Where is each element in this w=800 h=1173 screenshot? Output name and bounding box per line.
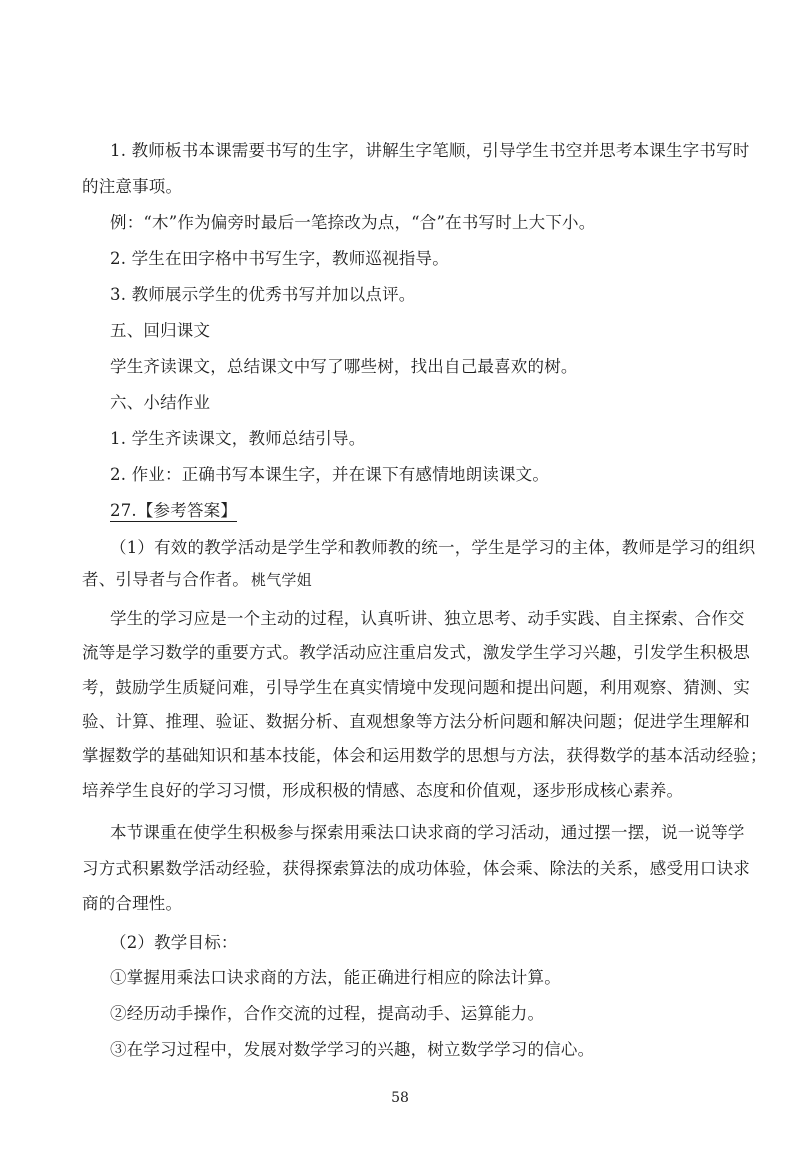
section5-body: 学生齐读课文，总结课文中写了哪些树，找出自己最喜欢的树。 — [110, 357, 578, 376]
watermark-text: 桃气学姐 — [251, 571, 312, 589]
para2-line3: 考，鼓励学生质疑问难，引导学生在真实情境中发现问题和提出问题，利用观察、猜测、实 — [82, 678, 750, 697]
para3-line3: 商的合理性。 — [82, 894, 183, 913]
section5-title: 五、回归课文 — [110, 321, 211, 340]
step1-line1: 1. 教师板书本课需要书写的生字，讲解生字笔顺，引导学生书空并思考本课生字书写时 — [110, 141, 750, 160]
goal-1: ①掌握用乘法口诀求商的方法，能正确进行相应的除法计算。 — [110, 968, 561, 987]
part2-title: （2）教学目标： — [110, 933, 238, 952]
para2-line6: 培养学生良好的学习习惯，形成积极的情感、态度和价值观，逐步形成核心素养。 — [82, 781, 684, 800]
step2-text: 2. 学生在田字格中书写生字，教师巡视指导。 — [110, 249, 449, 268]
para2-line5: 掌握数学的基础知识和基本技能，体会和运用数学的思想与方法，获得数学的基本活动经验； — [82, 746, 767, 765]
para2-line2: 流等是学习数学的重要方式。教学活动应注重启发式，激发学生学习兴趣，引发学生积极思 — [82, 643, 750, 662]
goal-2: ②经历动手操作，合作交流的过程，提高动手、运算能力。 — [110, 1004, 545, 1023]
section6-item1: 1. 学生齐读课文，教师总结引导。 — [110, 429, 366, 448]
section6-item2: 2. 作业：正确书写本课生字，并在课下有感情地朗读课文。 — [110, 465, 550, 484]
para2-line1: 学生的学习应是一个主动的过程，认真听讲、独立思考、动手实践、自主探索、合作交 — [110, 609, 745, 628]
answer-heading-text: 27.【参考答案】 — [110, 501, 238, 520]
goal-3: ③在学习过程中，发展对数学学习的兴趣，树立数学学习的信心。 — [110, 1040, 595, 1059]
answer-heading — [110, 500, 237, 522]
section6-title: 六、小结作业 — [110, 393, 211, 412]
para3-line1: 本节课重在使学生积极参与探索用乘法口诀求商的学习活动，通过摆一摆，说一说等学 — [110, 823, 745, 842]
step1-line2: 的注意事项。 — [82, 177, 183, 196]
part1-line1: （1）有效的教学活动是学生学和教师教的统一，学生是学习的主体，教师是学习的组织 — [110, 538, 756, 557]
page-number: 58 — [391, 1090, 409, 1106]
para3-line2: 习方式积累数学活动经验，获得探索算法的成功体验，体会乘、除法的关系，感受用口诀求 — [82, 859, 750, 878]
para2-line4: 验、计算、推理、验证、数据分析、直观想象等方法分析问题和解决问题；促进学生理解和 — [82, 712, 750, 731]
part1-line2-text: 者、引导者与合作者。 — [82, 570, 249, 589]
step3-text: 3. 教师展示学生的优秀书写并加以点评。 — [110, 285, 416, 304]
example-text: 例：“木”作为偏旁时最后一笔捺改为点，“合”在书写时上大下小。 — [110, 213, 596, 232]
part1-line2 — [82, 569, 312, 591]
